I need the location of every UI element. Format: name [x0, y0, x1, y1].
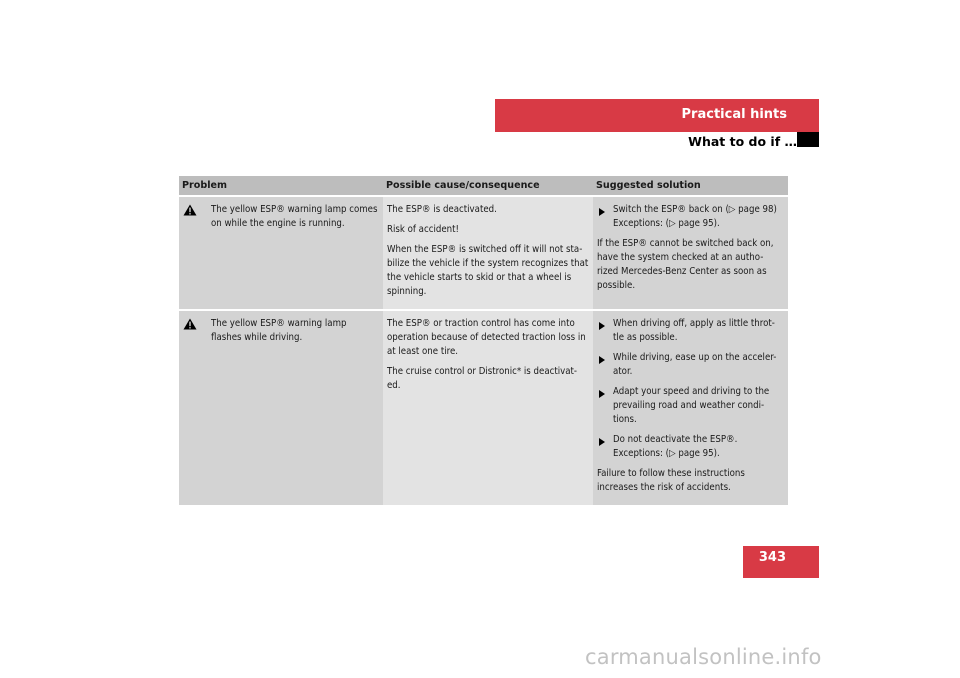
solution-step: Adapt your speed and driving to the prevailing road and weather condi-tions. — [597, 385, 784, 427]
sub-title: What to do if … — [688, 134, 797, 149]
cause-text: When the ESP® is switched off it will not sta-bilize the vehicle if the system recognizes that the vehicle starts to skid or that a wheel is spinning. — [387, 244, 589, 297]
page-number: 343 — [758, 550, 786, 565]
section-header-band — [495, 99, 819, 132]
solution-steps — [597, 317, 784, 461]
cause-text: The cruise control or Distronic* is deactivat-ed. — [387, 366, 578, 391]
header-corner-block — [797, 132, 819, 147]
cause-text: The ESP® is deactivated. — [387, 204, 497, 215]
solution-step: Switch the ESP® back on (▷ page 98) Exceptions: (▷ page 95). — [597, 203, 784, 231]
page-number-box — [743, 546, 819, 578]
problem-text: The yellow ESP® warning lamp flashes while driving. — [211, 318, 347, 343]
column-header-problem: Problem — [179, 176, 383, 196]
solution-note: If the ESP® cannot be switched back on, have the system checked at an autho-rized Mercedes-Benz Center as soon as possible. — [597, 238, 774, 291]
table-row — [179, 196, 788, 310]
solution-step: While driving, ease up on the acceler-ator. — [597, 351, 784, 379]
solution-cell — [593, 310, 788, 505]
column-header-cause: Possible cause/consequence — [383, 176, 593, 196]
warning-triangle-icon — [183, 317, 197, 345]
watermark-text: carmanualsonline.info — [585, 645, 822, 669]
problem-table — [179, 176, 788, 505]
table-header-row — [179, 176, 788, 196]
solution-cell — [593, 196, 788, 310]
problem-cell — [179, 310, 383, 505]
cause-cell — [383, 310, 593, 505]
solution-step: When driving off, apply as little throt-tle as possible. — [597, 317, 784, 345]
column-header-solution: Suggested solution — [593, 176, 788, 196]
solution-step: Do not deactivate the ESP®. Exceptions: (▷ page 95). — [597, 433, 784, 461]
problem-text: The yellow ESP® warning lamp comes on while the engine is running. — [211, 204, 378, 229]
solution-note: Failure to follow these instructions increases the risk of accidents. — [597, 468, 745, 493]
cause-text: Risk of accident! — [387, 224, 459, 235]
solution-steps — [597, 203, 784, 231]
warning-triangle-icon — [183, 203, 197, 231]
cause-text: The ESP® or traction control has come into operation because of detected traction loss in at least one tire. — [387, 318, 586, 357]
table-row — [179, 310, 788, 505]
section-title: Practical hints — [681, 107, 787, 122]
cause-cell — [383, 196, 593, 310]
problem-cell — [179, 196, 383, 310]
